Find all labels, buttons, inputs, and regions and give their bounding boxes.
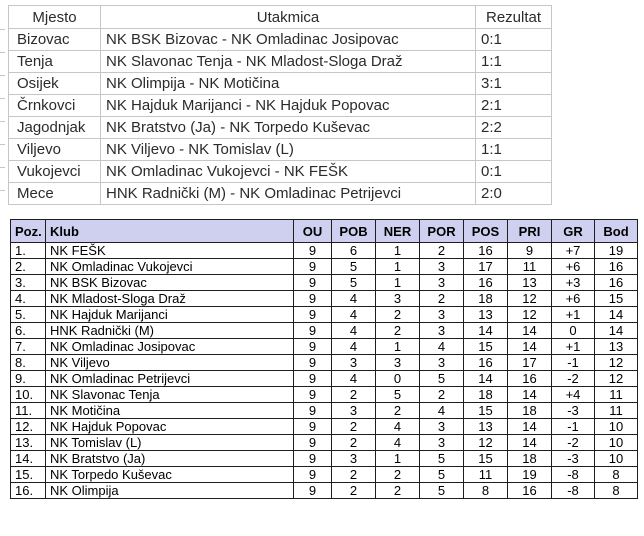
points-cell: 8 bbox=[595, 483, 638, 499]
goals-against-cell: 11 bbox=[508, 259, 552, 275]
standings-row bbox=[11, 419, 638, 435]
goals-for-cell: 8 bbox=[464, 483, 508, 499]
match-score-cell: 0:1 bbox=[476, 161, 552, 183]
losses-cell: 3 bbox=[420, 419, 464, 435]
goal-difference-cell: -3 bbox=[552, 403, 595, 419]
goal-difference-cell: -3 bbox=[552, 451, 595, 467]
goals-for-cell: 18 bbox=[464, 387, 508, 403]
standings-row bbox=[11, 259, 638, 275]
match-result-row bbox=[9, 51, 552, 73]
goals-against-cell: 14 bbox=[508, 435, 552, 451]
goal-difference-cell: -1 bbox=[552, 419, 595, 435]
position-cell: 3. bbox=[11, 275, 46, 291]
position-cell: 9. bbox=[11, 371, 46, 387]
standings-header-bod: Bod bbox=[595, 220, 638, 243]
match-result-row bbox=[9, 95, 552, 117]
games-played-cell: 9 bbox=[294, 387, 332, 403]
position-cell: 8. bbox=[11, 355, 46, 371]
position-cell: 6. bbox=[11, 323, 46, 339]
draws-cell: 4 bbox=[376, 419, 420, 435]
match-score-cell: 0:1 bbox=[476, 29, 552, 51]
match-result-row bbox=[9, 183, 552, 205]
club-name-cell: NK Hajduk Marijanci bbox=[46, 307, 294, 323]
games-played-cell: 9 bbox=[294, 483, 332, 499]
draws-cell: 3 bbox=[376, 355, 420, 371]
losses-cell: 5 bbox=[420, 451, 464, 467]
goal-difference-cell: +1 bbox=[552, 307, 595, 323]
games-played-cell: 9 bbox=[294, 419, 332, 435]
goals-for-cell: 15 bbox=[464, 451, 508, 467]
wins-cell: 4 bbox=[332, 323, 376, 339]
results-header-mjesto: Mjesto bbox=[9, 6, 101, 29]
standings-row bbox=[11, 451, 638, 467]
goals-against-cell: 17 bbox=[508, 355, 552, 371]
losses-cell: 3 bbox=[420, 435, 464, 451]
match-result-row bbox=[9, 117, 552, 139]
draws-cell: 4 bbox=[376, 435, 420, 451]
wins-cell: 4 bbox=[332, 291, 376, 307]
goals-against-cell: 14 bbox=[508, 339, 552, 355]
games-played-cell: 9 bbox=[294, 339, 332, 355]
points-cell: 16 bbox=[595, 275, 638, 291]
points-cell: 14 bbox=[595, 323, 638, 339]
position-cell: 7. bbox=[11, 339, 46, 355]
games-played-cell: 9 bbox=[294, 259, 332, 275]
goal-difference-cell: -2 bbox=[552, 371, 595, 387]
losses-cell: 5 bbox=[420, 371, 464, 387]
points-cell: 13 bbox=[595, 339, 638, 355]
games-played-cell: 9 bbox=[294, 307, 332, 323]
losses-cell: 2 bbox=[420, 243, 464, 259]
draws-cell: 1 bbox=[376, 275, 420, 291]
club-name-cell: HNK Radnički (M) bbox=[46, 323, 294, 339]
losses-cell: 2 bbox=[420, 291, 464, 307]
match-teams-cell: NK Bratstvo (Ja) - NK Torpedo Kuševac bbox=[101, 117, 476, 139]
goals-for-cell: 14 bbox=[464, 371, 508, 387]
goals-against-cell: 19 bbox=[508, 467, 552, 483]
match-place-cell: Tenja bbox=[9, 51, 101, 73]
goal-difference-cell: +4 bbox=[552, 387, 595, 403]
club-name-cell: NK Omladinac Josipovac bbox=[46, 339, 294, 355]
draws-cell: 5 bbox=[376, 387, 420, 403]
goals-for-cell: 13 bbox=[464, 307, 508, 323]
match-teams-cell: NK Hajduk Marijanci - NK Hajduk Popovac bbox=[101, 95, 476, 117]
club-name-cell: NK BSK Bizovac bbox=[46, 275, 294, 291]
standings-row bbox=[11, 371, 638, 387]
match-place-cell: Bizovac bbox=[9, 29, 101, 51]
wins-cell: 4 bbox=[332, 339, 376, 355]
wins-cell: 3 bbox=[332, 451, 376, 467]
standings-header-ner: NER bbox=[376, 220, 420, 243]
games-played-cell: 9 bbox=[294, 435, 332, 451]
draws-cell: 2 bbox=[376, 307, 420, 323]
losses-cell: 3 bbox=[420, 323, 464, 339]
standings-header-pri: PRI bbox=[508, 220, 552, 243]
goals-for-cell: 16 bbox=[464, 275, 508, 291]
club-name-cell: NK Torpedo Kuševac bbox=[46, 467, 294, 483]
standings-header-poz: Poz. bbox=[11, 220, 46, 243]
goal-difference-cell: -1 bbox=[552, 355, 595, 371]
match-score-cell: 2:0 bbox=[476, 183, 552, 205]
goals-for-cell: 17 bbox=[464, 259, 508, 275]
goal-difference-cell: -8 bbox=[552, 483, 595, 499]
goals-against-cell: 16 bbox=[508, 371, 552, 387]
wins-cell: 2 bbox=[332, 483, 376, 499]
standings-row bbox=[11, 467, 638, 483]
position-cell: 14. bbox=[11, 451, 46, 467]
position-cell: 13. bbox=[11, 435, 46, 451]
losses-cell: 5 bbox=[420, 467, 464, 483]
points-cell: 12 bbox=[595, 371, 638, 387]
losses-cell: 3 bbox=[420, 275, 464, 291]
club-name-cell: NK Mladost-Sloga Draž bbox=[46, 291, 294, 307]
club-name-cell: NK Viljevo bbox=[46, 355, 294, 371]
club-name-cell: NK Omladinac Petrijevci bbox=[46, 371, 294, 387]
goals-against-cell: 9 bbox=[508, 243, 552, 259]
points-cell: 14 bbox=[595, 307, 638, 323]
points-cell: 11 bbox=[595, 403, 638, 419]
points-cell: 11 bbox=[595, 387, 638, 403]
draws-cell: 1 bbox=[376, 339, 420, 355]
goal-difference-cell: 0 bbox=[552, 323, 595, 339]
points-cell: 16 bbox=[595, 259, 638, 275]
standings-row bbox=[11, 355, 638, 371]
match-teams-cell: NK BSK Bizovac - NK Omladinac Josipovac bbox=[101, 29, 476, 51]
goals-against-cell: 12 bbox=[508, 307, 552, 323]
goals-against-cell: 14 bbox=[508, 387, 552, 403]
match-place-cell: Viljevo bbox=[9, 139, 101, 161]
match-place-cell: Mece bbox=[9, 183, 101, 205]
draws-cell: 2 bbox=[376, 323, 420, 339]
draws-cell: 2 bbox=[376, 403, 420, 419]
standings-row bbox=[11, 243, 638, 259]
club-name-cell: NK Hajduk Popovac bbox=[46, 419, 294, 435]
standings-row bbox=[11, 291, 638, 307]
club-name-cell: NK Omladinac Vukojevci bbox=[46, 259, 294, 275]
goals-for-cell: 13 bbox=[464, 419, 508, 435]
position-cell: 12. bbox=[11, 419, 46, 435]
goals-for-cell: 11 bbox=[464, 467, 508, 483]
wins-cell: 3 bbox=[332, 403, 376, 419]
losses-cell: 3 bbox=[420, 259, 464, 275]
draws-cell: 0 bbox=[376, 371, 420, 387]
match-place-cell: Jagodnjak bbox=[9, 117, 101, 139]
match-teams-cell: NK Viljevo - NK Tomislav (L) bbox=[101, 139, 476, 161]
losses-cell: 3 bbox=[420, 355, 464, 371]
points-cell: 8 bbox=[595, 467, 638, 483]
match-score-cell: 2:2 bbox=[476, 117, 552, 139]
standings-row bbox=[11, 307, 638, 323]
goals-against-cell: 18 bbox=[508, 403, 552, 419]
goals-for-cell: 15 bbox=[464, 339, 508, 355]
position-cell: 5. bbox=[11, 307, 46, 323]
wins-cell: 3 bbox=[332, 355, 376, 371]
goals-against-cell: 16 bbox=[508, 483, 552, 499]
match-teams-cell: NK Olimpija - NK Motičina bbox=[101, 73, 476, 95]
wins-cell: 5 bbox=[332, 259, 376, 275]
wins-cell: 5 bbox=[332, 275, 376, 291]
goals-against-cell: 13 bbox=[508, 275, 552, 291]
league-standings-table bbox=[10, 219, 638, 499]
draws-cell: 2 bbox=[376, 467, 420, 483]
match-place-cell: Vukojevci bbox=[9, 161, 101, 183]
goals-against-cell: 18 bbox=[508, 451, 552, 467]
wins-cell: 4 bbox=[332, 371, 376, 387]
goals-for-cell: 18 bbox=[464, 291, 508, 307]
standings-header-row bbox=[11, 220, 638, 243]
club-name-cell: NK Tomislav (L) bbox=[46, 435, 294, 451]
draws-cell: 1 bbox=[376, 451, 420, 467]
points-cell: 10 bbox=[595, 435, 638, 451]
club-name-cell: NK Bratstvo (Ja) bbox=[46, 451, 294, 467]
goals-against-cell: 14 bbox=[508, 323, 552, 339]
points-cell: 15 bbox=[595, 291, 638, 307]
standings-header-pob: POB bbox=[332, 220, 376, 243]
goal-difference-cell: +6 bbox=[552, 291, 595, 307]
results-header-row bbox=[9, 6, 552, 29]
games-played-cell: 9 bbox=[294, 243, 332, 259]
standings-row bbox=[11, 483, 638, 499]
goals-against-cell: 14 bbox=[508, 419, 552, 435]
standings-row bbox=[11, 403, 638, 419]
goal-difference-cell: -8 bbox=[552, 467, 595, 483]
standings-header-ou: OU bbox=[294, 220, 332, 243]
goal-difference-cell: +3 bbox=[552, 275, 595, 291]
club-name-cell: NK FEŠK bbox=[46, 243, 294, 259]
goal-difference-cell: +6 bbox=[552, 259, 595, 275]
points-cell: 12 bbox=[595, 355, 638, 371]
draws-cell: 1 bbox=[376, 259, 420, 275]
wins-cell: 4 bbox=[332, 307, 376, 323]
wins-cell: 6 bbox=[332, 243, 376, 259]
cropped-edge-fragment bbox=[0, 29, 5, 210]
match-score-cell: 3:1 bbox=[476, 73, 552, 95]
match-result-row bbox=[9, 29, 552, 51]
wins-cell: 2 bbox=[332, 435, 376, 451]
draws-cell: 3 bbox=[376, 291, 420, 307]
match-result-row bbox=[9, 139, 552, 161]
match-teams-cell: HNK Radnički (M) - NK Omladinac Petrijevci bbox=[101, 183, 476, 205]
losses-cell: 2 bbox=[420, 387, 464, 403]
games-played-cell: 9 bbox=[294, 275, 332, 291]
wins-cell: 2 bbox=[332, 387, 376, 403]
club-name-cell: NK Olimpija bbox=[46, 483, 294, 499]
position-cell: 1. bbox=[11, 243, 46, 259]
standings-row bbox=[11, 339, 638, 355]
draws-cell: 2 bbox=[376, 483, 420, 499]
standings-row bbox=[11, 275, 638, 291]
results-header-utakmica: Utakmica bbox=[101, 6, 476, 29]
match-score-cell: 2:1 bbox=[476, 95, 552, 117]
position-cell: 11. bbox=[11, 403, 46, 419]
games-played-cell: 9 bbox=[294, 467, 332, 483]
games-played-cell: 9 bbox=[294, 451, 332, 467]
games-played-cell: 9 bbox=[294, 403, 332, 419]
games-played-cell: 9 bbox=[294, 291, 332, 307]
match-result-row bbox=[9, 161, 552, 183]
goals-for-cell: 16 bbox=[464, 355, 508, 371]
club-name-cell: NK Motičina bbox=[46, 403, 294, 419]
position-cell: 4. bbox=[11, 291, 46, 307]
club-name-cell: NK Slavonac Tenja bbox=[46, 387, 294, 403]
results-header-rezultat: Rezultat bbox=[476, 6, 552, 29]
match-score-cell: 1:1 bbox=[476, 139, 552, 161]
wins-cell: 2 bbox=[332, 419, 376, 435]
match-teams-cell: NK Slavonac Tenja - NK Mladost-Sloga Draž bbox=[101, 51, 476, 73]
points-cell: 10 bbox=[595, 419, 638, 435]
standings-row bbox=[11, 323, 638, 339]
wins-cell: 2 bbox=[332, 467, 376, 483]
match-place-cell: Črnkovci bbox=[9, 95, 101, 117]
position-cell: 16. bbox=[11, 483, 46, 499]
goal-difference-cell: -2 bbox=[552, 435, 595, 451]
goals-for-cell: 16 bbox=[464, 243, 508, 259]
match-score-cell: 1:1 bbox=[476, 51, 552, 73]
standings-header-klub: Klub bbox=[46, 220, 294, 243]
draws-cell: 1 bbox=[376, 243, 420, 259]
match-teams-cell: NK Omladinac Vukojevci - NK FEŠK bbox=[101, 161, 476, 183]
goals-for-cell: 15 bbox=[464, 403, 508, 419]
points-cell: 19 bbox=[595, 243, 638, 259]
standings-row bbox=[11, 435, 638, 451]
match-place-cell: Osijek bbox=[9, 73, 101, 95]
goals-for-cell: 12 bbox=[464, 435, 508, 451]
games-played-cell: 9 bbox=[294, 355, 332, 371]
points-cell: 10 bbox=[595, 451, 638, 467]
goal-difference-cell: +1 bbox=[552, 339, 595, 355]
standings-header-gr: GR bbox=[552, 220, 595, 243]
position-cell: 10. bbox=[11, 387, 46, 403]
losses-cell: 5 bbox=[420, 483, 464, 499]
losses-cell: 3 bbox=[420, 307, 464, 323]
standings-header-por: POR bbox=[420, 220, 464, 243]
standings-header-pos: POS bbox=[464, 220, 508, 243]
goal-difference-cell: +7 bbox=[552, 243, 595, 259]
games-played-cell: 9 bbox=[294, 323, 332, 339]
standings-row bbox=[11, 387, 638, 403]
position-cell: 2. bbox=[11, 259, 46, 275]
goals-against-cell: 12 bbox=[508, 291, 552, 307]
losses-cell: 4 bbox=[420, 339, 464, 355]
match-results-table bbox=[8, 5, 552, 205]
goals-for-cell: 14 bbox=[464, 323, 508, 339]
losses-cell: 4 bbox=[420, 403, 464, 419]
position-cell: 15. bbox=[11, 467, 46, 483]
match-result-row bbox=[9, 73, 552, 95]
games-played-cell: 9 bbox=[294, 371, 332, 387]
